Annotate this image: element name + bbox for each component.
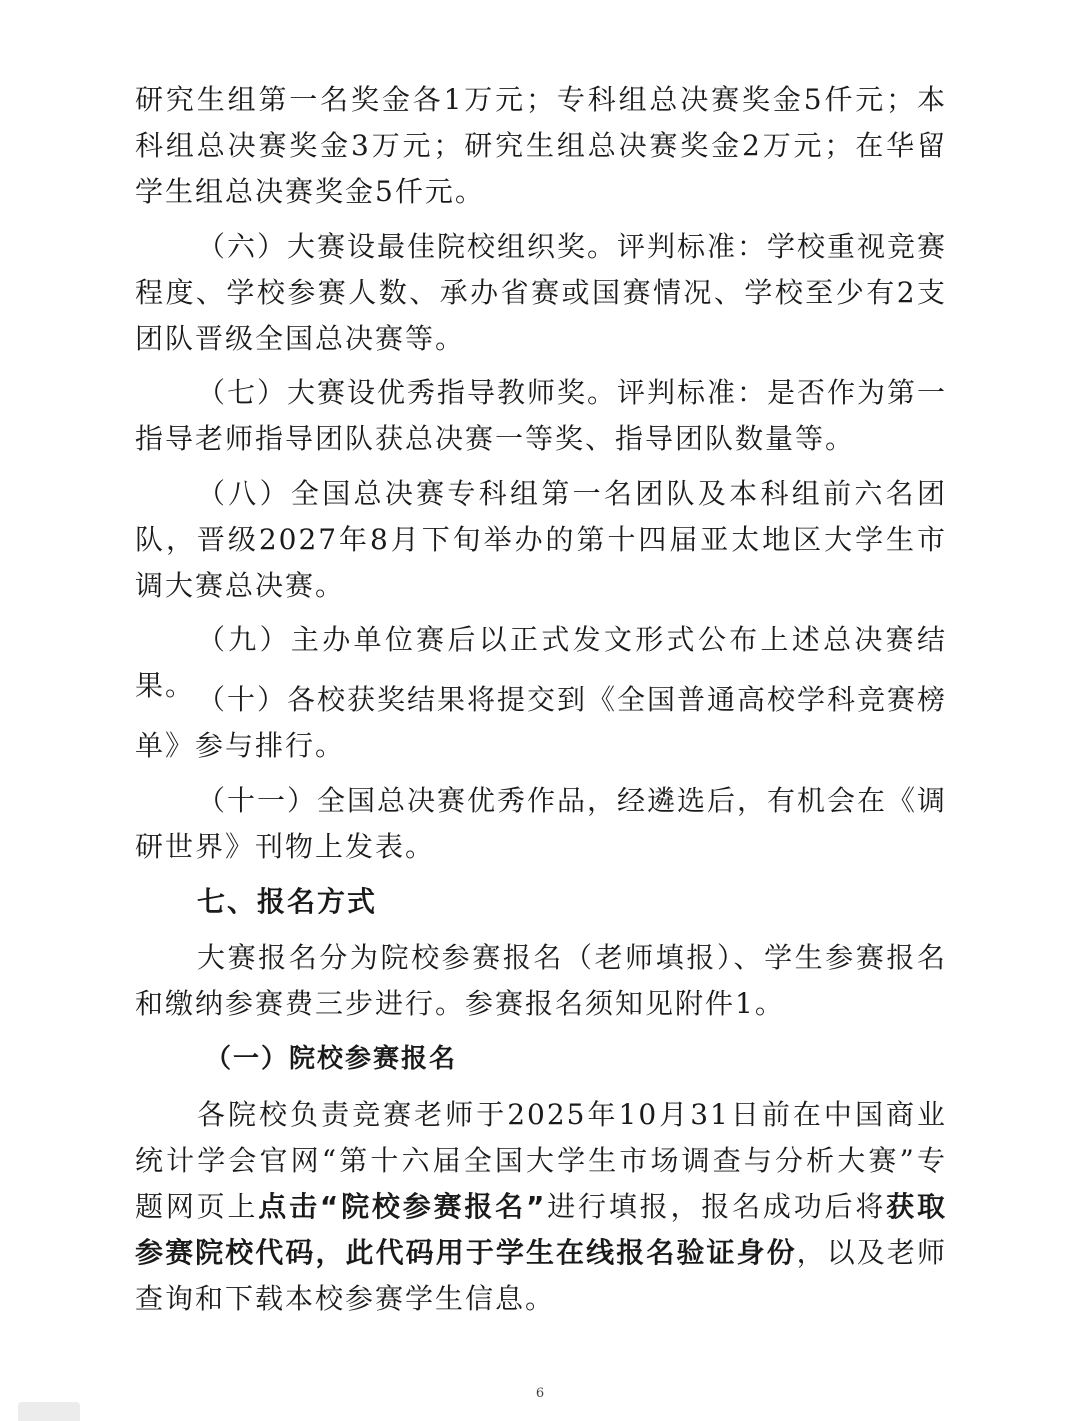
registration-bold-code: 获取参赛院校代码，此代码用于学生在线报名验证身份	[135, 1190, 947, 1269]
registration-text-2: 进行填报，报名成功后将	[546, 1190, 887, 1223]
prize-paragraph-continued: 研究生组第一名奖金各1万元；专科组总决赛奖金5仟元；本科组总决赛奖金3万元；研究生组总决赛奖金2万元；在华留学生组总决赛奖金5仟元。	[135, 83, 947, 208]
section-7-heading: 七、报名方式	[197, 885, 378, 918]
registration-bold-click: 点击“院校参赛报名”	[258, 1190, 547, 1223]
subsection-1-heading: （一）院校参赛报名	[205, 1044, 458, 1074]
paragraph-7-teacher-award: （七）大赛设优秀指导教师奖。评判标准：是否作为第一指导老师指导团队获总决赛一等奖、指导团队数量等。	[135, 376, 948, 455]
registration-text-3: ，以及老师查询和下载本校参赛学生信息。	[135, 1236, 947, 1315]
registration-text-1: 各院校负责竞赛老师于2025年10月31日前在中国商业统计学会官网“第十六届全国大学生市场调查与分析大赛”专题网页上	[135, 1098, 947, 1223]
page-number: 6	[535, 1386, 545, 1401]
paragraph-10-ranking: （十）各校获奖结果将提交到《全国普通高校学科竞赛榜单》参与排行。	[135, 683, 948, 762]
school-registration-paragraph	[135, 1092, 947, 1322]
paragraph-11-publication: （十一）全国总决赛优秀作品，经遴选后，有机会在《调研世界》刊物上发表。	[135, 784, 948, 863]
paragraph-8-asia-pacific: （八）全国总决赛专科组第一名团队及本科组前六名团队，晋级2027年8月下旬举办的第十四届亚太地区大学生市调大赛总决赛。	[135, 477, 947, 602]
paragraph-6-best-school-award: （六）大赛设最佳院校组织奖。评判标准：学校重视竞赛程度、学校参赛人数、承办省赛或国赛情况、学校至少有2支团队晋级全国总决赛等。	[135, 230, 948, 355]
corner-tab	[18, 1402, 80, 1421]
registration-intro: 大赛报名分为院校参赛报名（老师填报）、学生参赛报名和缴纳参赛费三步进行。参赛报名须知见附件1。	[135, 941, 947, 1020]
paragraph-9-results: （九）主办单位赛后以正式发文形式公布上述总决赛结果。	[135, 623, 947, 702]
